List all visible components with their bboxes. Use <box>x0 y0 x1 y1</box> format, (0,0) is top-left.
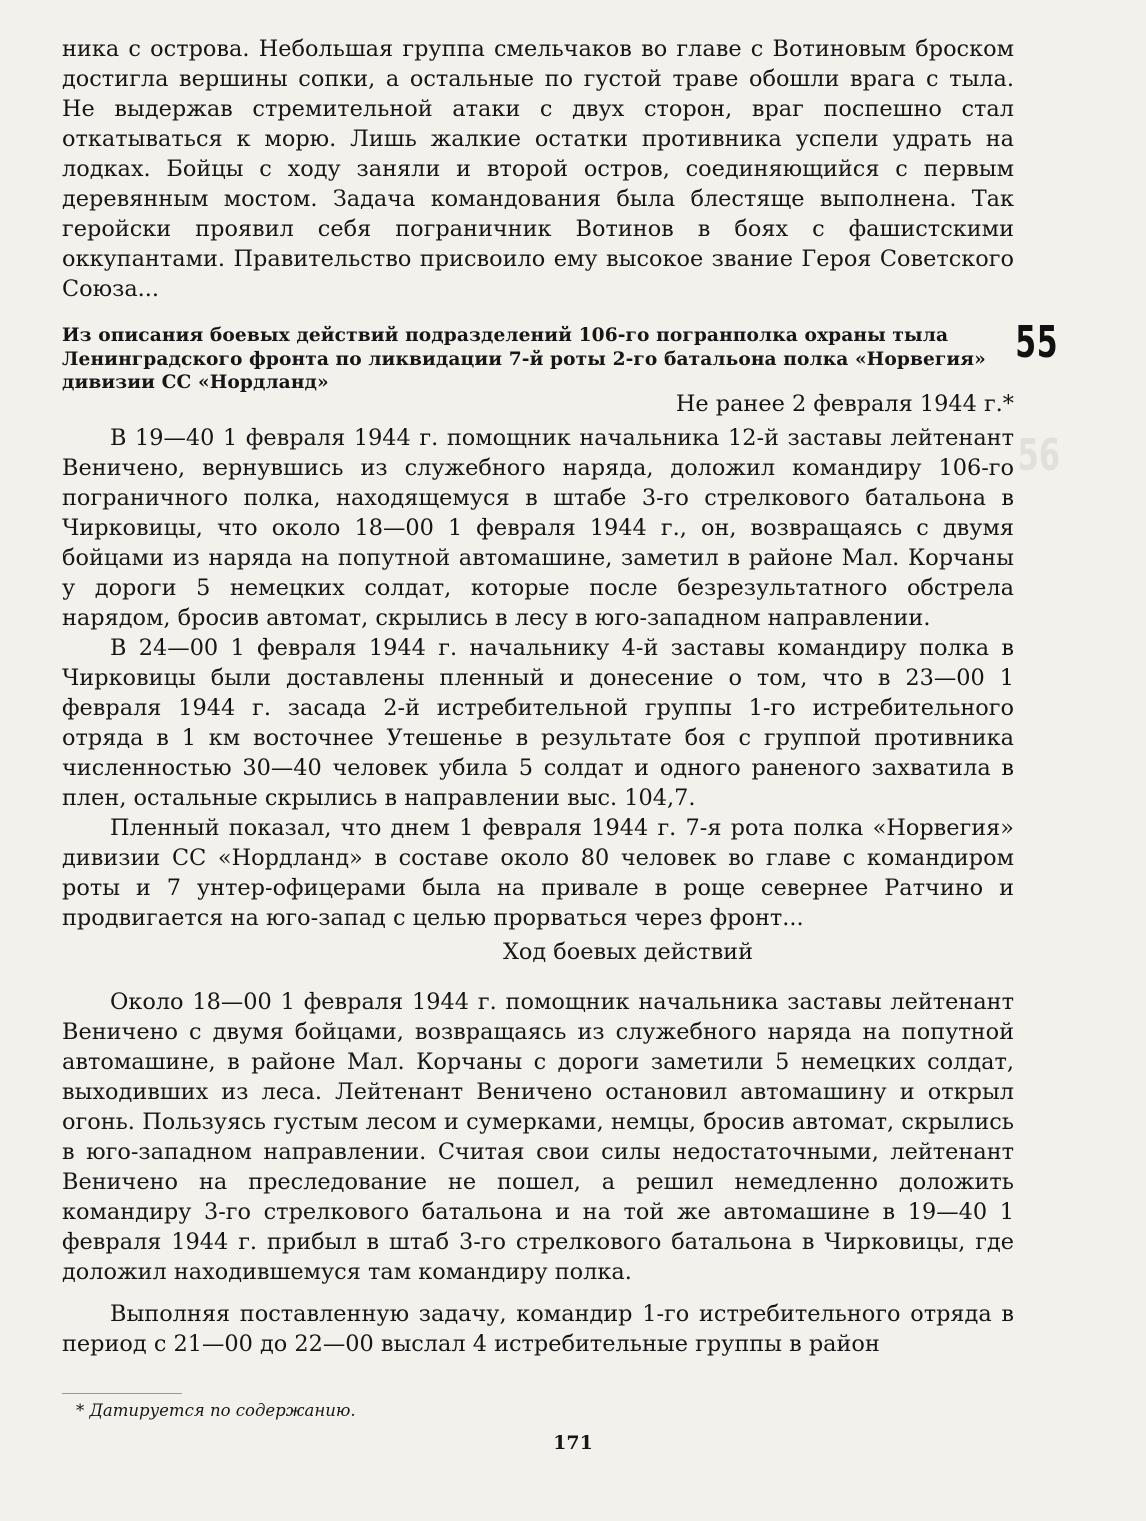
page-number: 171 <box>553 1432 593 1454</box>
section-title: Ход боевых действий <box>502 938 754 965</box>
intro-paragraph: ника с острова. Небольшая группа смельчаков во главе с Вотиновым броском достигла вершины сопки, а остальные по густой траве обошли врага с тыла. Не выдержав стремительной атаки с двух сторон, враг поспешно стал откатываться к морю. Лишь жалкие остатки противника успели удрать на лодках. Бойцы с ходу заняли и второй остров, соединяющийся с первым деревянным мостом. Задача командования была блестяще выполнена. Так геройски проявил себя пограничник Вотинов в боях с фашистскими оккупантами. Правительство присвоило ему высокое звание Героя Советского Союза... <box>62 36 1014 302</box>
paragraph: Выполняя поставленную задачу, командир 1-го истребительного отряда в период с 21—00 до 22—00 выслал 4 истребительные группы в район <box>62 1300 1014 1357</box>
document-date: Не ранее 2 февраля 1944 г.* <box>675 390 1014 417</box>
paragraph: Пленный показал, что днем 1 февраля 1944 г. 7-я рота полка «Норвегия» дивизии СС «Нордланд» в составе около 80 человек во главе с командиром роты и 7 унтер-офицерами была на привале в роще севернее Ратчино и продвигается на юго-запад с целью прорваться через фронт... <box>62 814 1014 931</box>
footnote-divider <box>62 1393 182 1394</box>
document-heading: Из описания боевых действий подразделений 106-го погранполка охраны тыла Ленинградского фронта по ликвидации 7-й роты 2-го батальона полка «Норвегия» дивизии СС «Нордланд» <box>62 325 986 393</box>
paragraph: Около 18—00 1 февраля 1944 г. помощник начальника заставы лейтенант Веничено с двумя бойцами, возвращаясь из служебного наряда на попутной автомашине, в районе Мал. Корчаны с дороги заметили 5 немецких солдат, выходивших из леса. Лейтенант Веничено остановил автомашину и открыл огонь. Пользуясь густым лесом и сумерками, немцы, бросив автомат, скрылись в юго-западном направлении. Считая свои силы недостаточными, лейтенант Веничено на преследование не пошел, а решил немедленно доложить командиру 3-го стрелкового батальона и на той же автомашине в 19—40 1 февраля 1944 г. прибыл в штаб 3-го стрелкового батальона в Чирковицы, где доложил находившемуся там командиру полка. <box>62 988 1014 1285</box>
document-number: 55 <box>1015 317 1058 368</box>
footnote: * Датируется по содержанию. <box>76 1400 356 1420</box>
paragraph: В 24—00 1 февраля 1944 г. начальнику 4-й заставы командиру полка в Чирковицы были доставлены пленный и донесение о том, что в 23—00 1 февраля 1944 г. засада 2-й истребительной группы 1-го истребительного отряда в 1 км восточнее Утешенье в результате боя с группой противника численностью 30—40 человек убила 5 солдат и одного раненого захватила в плен, остальные скрылись в направлении выс. 104,7. <box>62 634 1014 811</box>
bleed-through-number: 56 <box>1017 430 1060 481</box>
paragraph: В 19—40 1 февраля 1944 г. помощник начальника 12-й заставы лейтенант Веничено, вернувшись из служебного наряда, доложил командиру 106-го пограничного полка, находящемуся в штабе 3-го стрелкового батальона в Чирковицы, что около 18—00 1 февраля 1944 г., он, возвращаясь с двумя бойцами из наряда на попутной автомашине, заметил в районе Мал. Корчаны у дороги 5 немецких солдат, которые после безрезультатного обстрела нарядом, бросив автомат, скрылись в лесу в юго-западном направлении. <box>62 424 1014 631</box>
page-body <box>62 34 1014 1422</box>
